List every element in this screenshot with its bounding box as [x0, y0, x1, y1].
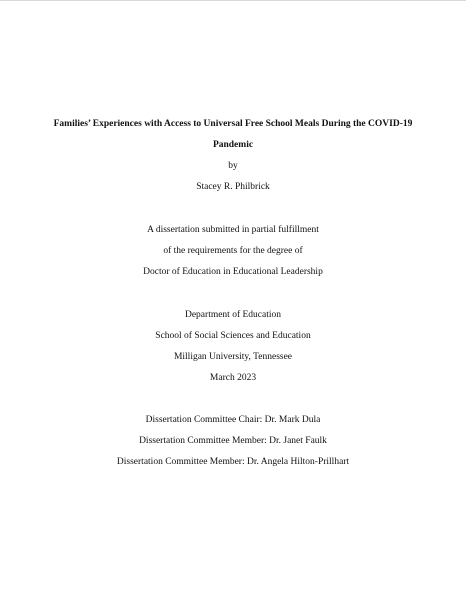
department-name: Department of Education	[184, 310, 282, 320]
by-line: by	[228, 161, 238, 171]
committee-member-1: Dissertation Committee Member: Dr. Janet Faulk	[139, 436, 327, 446]
committee-member-2: Dissertation Committee Member: Dr. Angela Hilton-Prillhart	[116, 457, 350, 467]
author-name: Stacey R. Philbrick	[196, 182, 270, 192]
school-name: School of Social Sciences and Education	[155, 331, 311, 341]
university-name: Milligan University, Tennessee	[173, 352, 293, 362]
degree-name: Doctor of Education in Educational Leadership	[143, 267, 323, 277]
submission-line-2: of the requirements for the degree of	[163, 246, 303, 256]
submission-line-1: A dissertation submitted in partial fulfillment	[147, 225, 319, 235]
title-line-2: Pandemic	[212, 140, 254, 150]
submission-date: March 2023	[209, 373, 257, 383]
committee-chair: Dissertation Committee Chair: Dr. Mark Dula	[145, 415, 321, 425]
title-line-1: Families’ Experiences with Access to Universal Free School Meals During the COVID-19	[53, 119, 413, 129]
